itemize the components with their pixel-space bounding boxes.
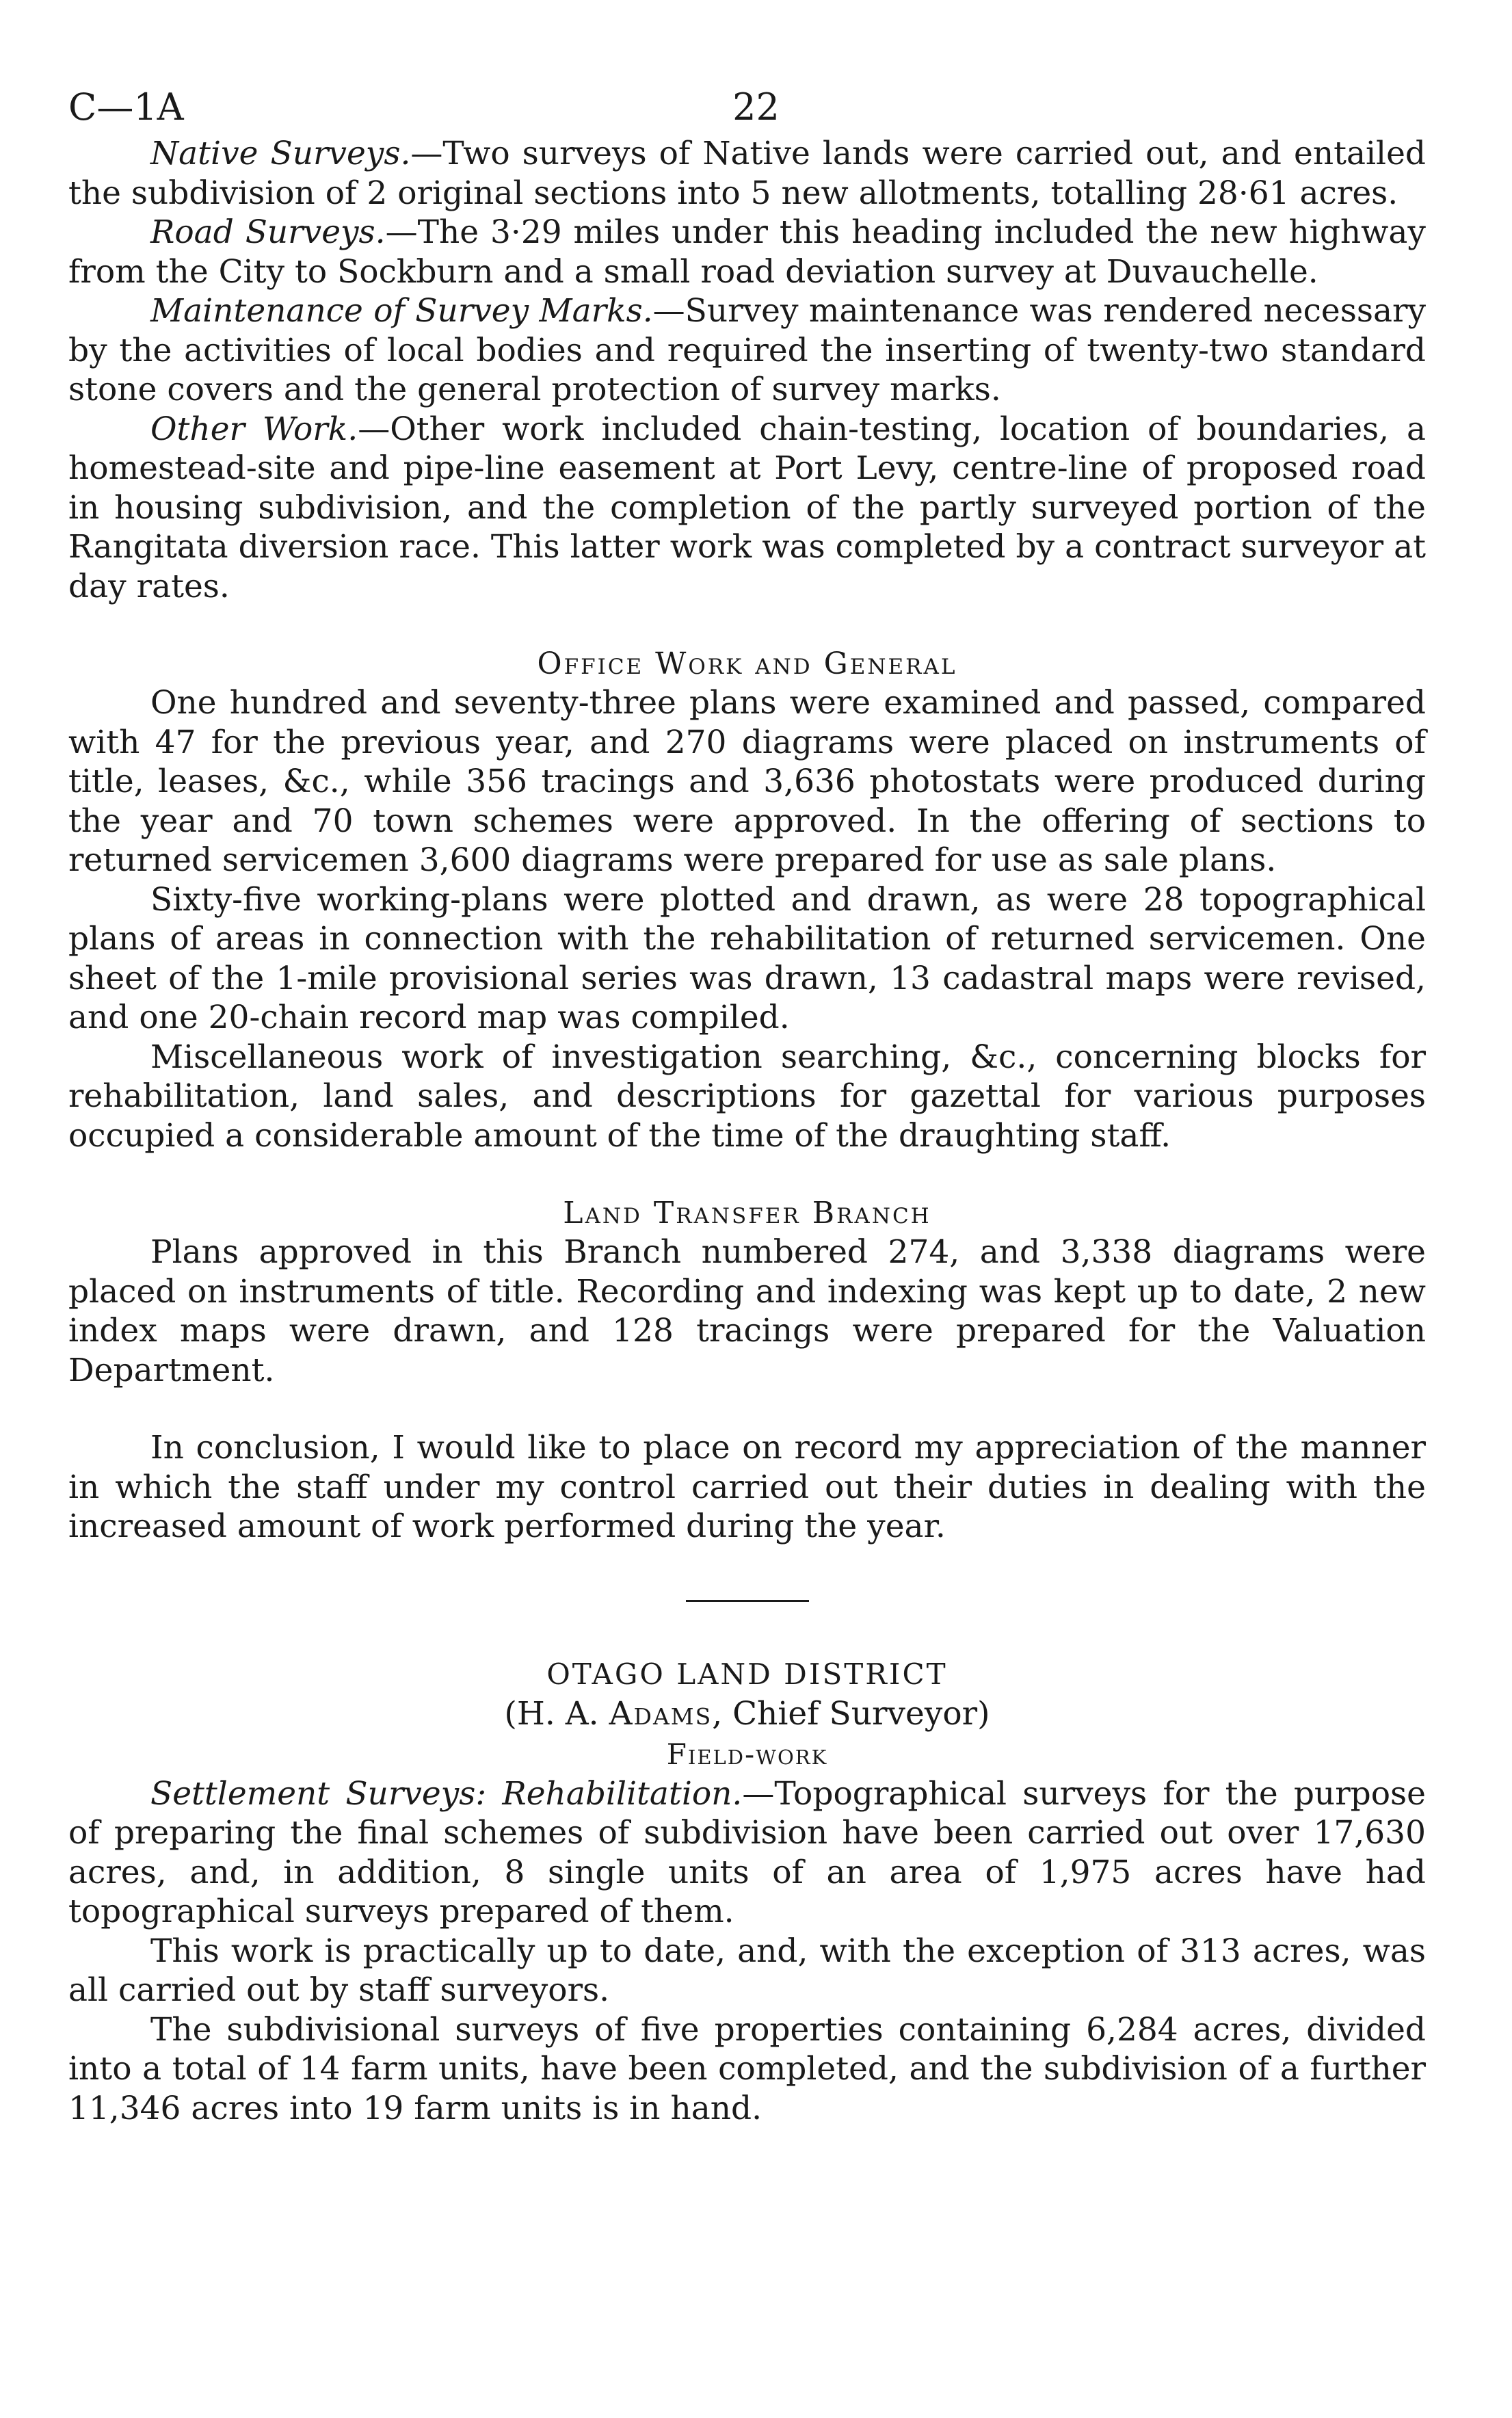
section-lead: Other Work. <box>150 410 358 448</box>
page-header <box>68 81 1426 134</box>
section-lead: Settlement Surveys: Rehabilitation. <box>150 1774 743 1813</box>
chief-surveyor-line: (H. A. Adams, Chief Surveyor) <box>504 1694 990 1733</box>
road-surveys-paragraph: Road Surveys.—The 3·29 miles under this heading included the new highway from the City to Sockburn and a small road deviation survey at Duvauchelle. <box>68 213 1426 291</box>
other-work-paragraph: Other Work.—Other work included chain-testing, location of boundaries, a homestead-site and pipe-line easement at Port Levy, centre-line of proposed road in housing subdivision, and the completion of the partly surveyed portion of the Rangitata diversion race. This latter work was completed by a contract surveyor at day rates. <box>68 410 1426 605</box>
field-work-heading: Field-work <box>666 1737 828 1771</box>
office-paragraph: Sixty-five working-plans were plotted and drawn, as were 28 topographical plans of areas in connection with the rehabilitation of returned servicemen. One sheet of the 1-mile provisional series was drawn, 13 cadastral maps were revised, and one 20-chain record map was compiled. <box>68 880 1426 1036</box>
land-transfer-heading: Land Transfer Branch <box>563 1196 931 1231</box>
settlement-surveys-paragraph: Settlement Surveys: Rehabilitation.—Topographical surveys for the purpose of preparing the final schemes of subdivision have been carried out over 17,630 acres, and, in addition, 8 single units of an area of 1,975 acres have had topographical surveys prepared of them. <box>68 1774 1426 1930</box>
surveyor-name: Adams <box>609 1694 713 1733</box>
land-transfer-paragraph: Plans approved in this Branch numbered 274, and 3,338 diagrams were placed on instruments of title. Recording and indexing was kept up to date, 2 new index maps were drawn, and 128 tracings were prepared for the Valuation Department. <box>68 1233 1426 1389</box>
district-title: OTAGO LAND DISTRICT <box>546 1657 948 1691</box>
office-paragraph: Miscellaneous work of investigation searching, &c., concerning blocks for rehabilitation, land sales, and descriptions for gazettal for various purposes occupied a considerable amount of the time of the draughting staff. <box>68 1038 1426 1155</box>
section-lead: Maintenance of Survey Marks. <box>150 292 653 330</box>
office-paragraph: One hundred and seventy-three plans were examined and passed, compared with 47 for the previous year, and 270 diagrams were placed on instruments of title, leases, &c., while 356 tracings and 3,636 photostats were produced during the year and 70 town schemes were approved. In the offering of sections to returned servicemen 3,600 diagrams were prepared for use as sale plans. <box>68 684 1426 879</box>
otago-paragraph: The subdivisional surveys of five properties containing 6,284 acres, divided into a total of 14 farm units, have been completed, and the subdivision of a further 11,346 acres into 19 farm units is in hand. <box>68 2010 1426 2127</box>
page-number: 22 <box>732 86 780 129</box>
document-reference: C—1A <box>68 86 184 129</box>
office-work-heading: Office Work and General <box>537 646 957 681</box>
native-surveys-paragraph: Native Surveys.—Two surveys of Native lands were carried out, and entailed the subdivision of 2 original sections into 5 new allotments, totalling 28·61 acres. <box>68 135 1426 212</box>
section-lead: Native Surveys. <box>150 135 411 172</box>
conclusion-paragraph: In conclusion, I would like to place on record my appreciation of the manner in which the staff under my control carried out their duties in dealing with the increased amount of work performed during the year. <box>68 1429 1426 1545</box>
otago-paragraph: This work is practically up to date, and, with the exception of 313 acres, was all carried out by staff surveyors. <box>68 1932 1426 2009</box>
survey-marks-paragraph: Maintenance of Survey Marks.—Survey maintenance was rendered necessary by the activities of local bodies and required the inserting of twenty-two standard stone covers and the general protection of survey marks. <box>68 292 1426 408</box>
section-lead: Road Surveys. <box>150 213 386 251</box>
document-page <box>68 81 1426 2128</box>
